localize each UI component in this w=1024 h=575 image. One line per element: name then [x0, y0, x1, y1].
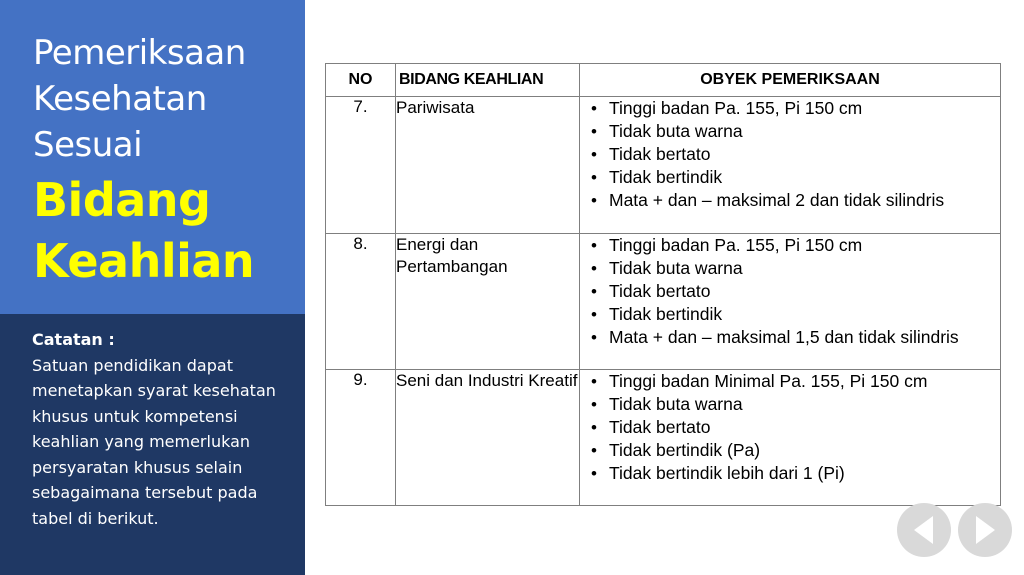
list-item: • Tinggi badan Minimal Pa. 155, Pi 150 cm	[580, 370, 1000, 393]
slide-title-line-1: Pemeriksaan	[33, 33, 246, 73]
list-item: • Tidak buta warna	[580, 257, 1000, 280]
table-row	[326, 234, 1001, 370]
slide-title-line-2: Kesehatan	[33, 79, 207, 119]
list-item: • Tidak bertato	[580, 280, 1000, 303]
list-item: • Tidak bertindik (Pa)	[580, 439, 1000, 462]
note-body: Satuan pendidikan dapat menetapkan syarat kesehatan khusus untuk kompetensi keahlian yang memerlukan persyaratan khusus selain sebagaimana tersebut pada tabel di berikut.	[32, 355, 276, 528]
table-row	[326, 370, 1001, 506]
row-field: Pariwisata	[396, 97, 580, 234]
list-item: • Tidak bertindik	[580, 303, 1000, 326]
header-requirements: OBYEK PEMERIKSAAN	[580, 64, 1001, 97]
list-item: • Tidak bertato	[580, 143, 1000, 166]
requirements-table	[325, 63, 1001, 506]
header-field: BIDANG KEAHLIAN	[396, 64, 580, 97]
row-field: Energi dan Pertambangan	[396, 234, 580, 370]
table-header-row	[326, 64, 1001, 97]
list-item: • Tinggi badan Pa. 155, Pi 150 cm	[580, 97, 1000, 120]
list-item: • Tinggi badan Pa. 155, Pi 150 cm	[580, 234, 1000, 257]
requirement-list	[580, 97, 1000, 212]
row-number: 8.	[326, 234, 396, 370]
row-number: 7.	[326, 97, 396, 234]
table-row	[326, 97, 1001, 234]
next-slide-button[interactable]	[958, 503, 1012, 557]
row-number: 9.	[326, 370, 396, 506]
slide-title-accent-line-2: Keahlian	[33, 234, 255, 288]
row-requirements	[580, 97, 1001, 234]
row-field: Seni dan Industri Kreatif	[396, 370, 580, 506]
note-block	[32, 327, 297, 531]
header-no: NO	[326, 64, 396, 97]
list-item: • Tidak bertindik lebih dari 1 (Pi)	[580, 462, 1000, 485]
list-item: • Tidak bertindik	[580, 166, 1000, 189]
row-requirements	[580, 370, 1001, 506]
requirement-list	[580, 234, 1000, 349]
list-item: • Mata + dan – maksimal 2 dan tidak silindris	[580, 189, 1000, 212]
row-requirements	[580, 234, 1001, 370]
prev-slide-button[interactable]	[897, 503, 951, 557]
requirement-list	[580, 370, 1000, 485]
list-item: • Tidak buta warna	[580, 120, 1000, 143]
triangle-right-icon	[958, 503, 1012, 557]
slide-title-accent-line-1: Bidang	[33, 173, 211, 227]
list-item: • Tidak buta warna	[580, 393, 1000, 416]
note-heading: Catatan :	[32, 330, 115, 349]
slide-title-line-3: Sesuai	[33, 125, 143, 165]
list-item: • Mata + dan – maksimal 1,5 dan tidak silindris	[580, 326, 1000, 349]
triangle-left-icon	[897, 503, 951, 557]
list-item: • Tidak bertato	[580, 416, 1000, 439]
